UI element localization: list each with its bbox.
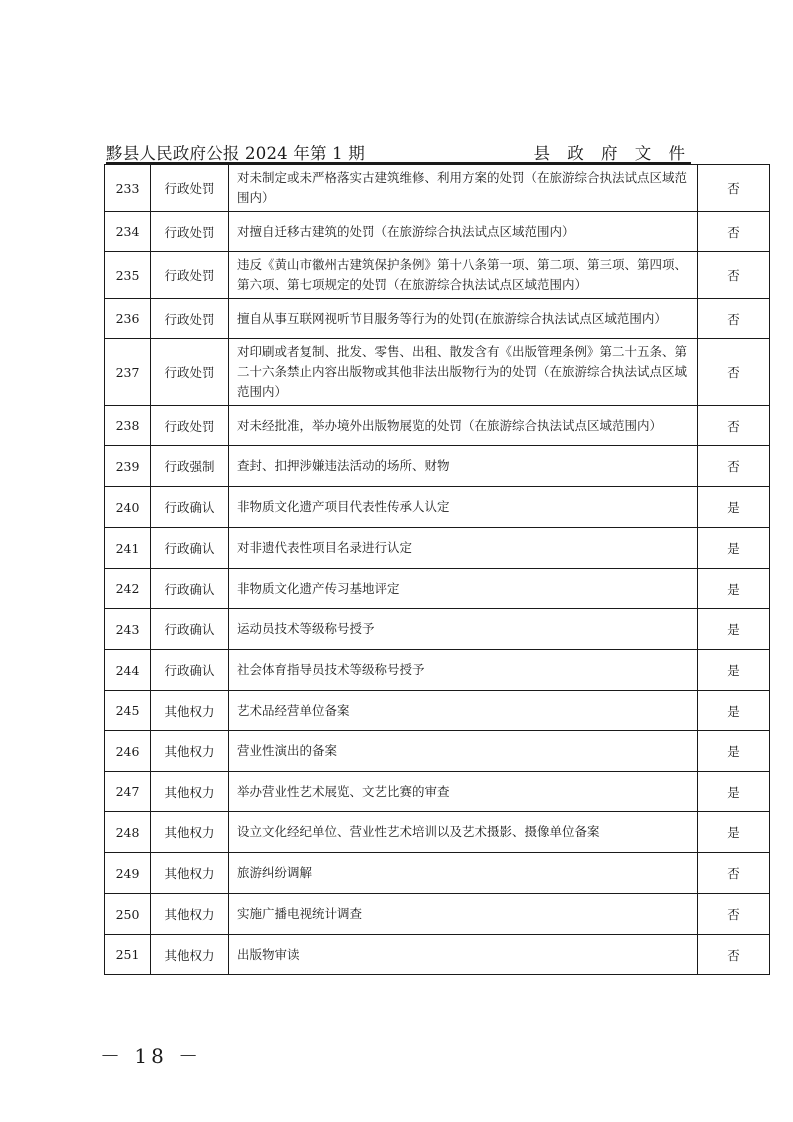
power-type: 行政处罚	[151, 406, 229, 446]
row-number: 246	[105, 731, 151, 772]
power-type: 其他权力	[151, 853, 229, 894]
table-row	[105, 569, 770, 609]
power-type: 行政处罚	[151, 212, 229, 252]
row-number: 248	[105, 812, 151, 853]
delegation-flag: 否	[698, 935, 770, 975]
delegation-flag: 是	[698, 528, 770, 569]
table-row	[105, 252, 770, 299]
power-type: 其他权力	[151, 935, 229, 975]
delegation-flag: 否	[698, 252, 770, 299]
table-row	[105, 650, 770, 691]
power-item: 擅自从事互联网视听节目服务等行为的处罚(在旅游综合执法试点区域范围内）	[229, 299, 698, 339]
page-number: － 18 －	[100, 1044, 203, 1068]
power-type: 行政处罚	[151, 339, 229, 406]
row-number: 234	[105, 212, 151, 252]
power-type: 其他权力	[151, 812, 229, 853]
table-row	[105, 212, 770, 252]
row-number: 244	[105, 650, 151, 691]
delegation-flag: 是	[698, 650, 770, 691]
power-type: 其他权力	[151, 894, 229, 935]
delegation-flag: 是	[698, 812, 770, 853]
row-number: 249	[105, 853, 151, 894]
row-number: 243	[105, 609, 151, 650]
delegation-flag: 否	[698, 894, 770, 935]
row-number: 239	[105, 446, 151, 487]
power-item: 举办营业性艺术展览、文艺比赛的审查	[229, 772, 698, 812]
power-item: 违反《黄山市徽州古建筑保护条例》第十八条第一项、第二项、第三项、第四项、第六项、第七项规定的处罚（在旅游综合执法试点区域范围内）	[229, 252, 698, 299]
table-row	[105, 894, 770, 935]
row-number: 235	[105, 252, 151, 299]
table-row	[105, 812, 770, 853]
power-item: 运动员技术等级称号授予	[229, 609, 698, 650]
table-row	[105, 935, 770, 975]
power-type: 行政处罚	[151, 165, 229, 212]
table-row	[105, 165, 770, 212]
power-type: 行政确认	[151, 609, 229, 650]
table-row	[105, 299, 770, 339]
row-number: 237	[105, 339, 151, 406]
section-title: 县 政 府 文 件	[533, 144, 691, 163]
power-list-table	[104, 164, 770, 975]
table-row	[105, 446, 770, 487]
table-row	[105, 691, 770, 731]
delegation-flag: 是	[698, 731, 770, 772]
delegation-flag: 是	[698, 609, 770, 650]
power-type: 行政确认	[151, 528, 229, 569]
table-row	[105, 339, 770, 406]
power-item: 实施广播电视统计调查	[229, 894, 698, 935]
page-header	[106, 140, 691, 164]
power-type: 行政确认	[151, 487, 229, 528]
row-number: 233	[105, 165, 151, 212]
row-number: 251	[105, 935, 151, 975]
row-number: 238	[105, 406, 151, 446]
power-type: 其他权力	[151, 772, 229, 812]
row-number: 247	[105, 772, 151, 812]
row-number: 242	[105, 569, 151, 609]
row-number: 245	[105, 691, 151, 731]
power-item: 艺术品经营单位备案	[229, 691, 698, 731]
row-number: 250	[105, 894, 151, 935]
delegation-flag: 否	[698, 212, 770, 252]
power-type: 行政强制	[151, 446, 229, 487]
power-item: 对未经批准，举办境外出版物展览的处罚（在旅游综合执法试点区域范围内）	[229, 406, 698, 446]
table-row	[105, 853, 770, 894]
power-item: 对非遗代表性项目名录进行认定	[229, 528, 698, 569]
table-row	[105, 528, 770, 569]
power-type: 行政确认	[151, 650, 229, 691]
table-row	[105, 487, 770, 528]
delegation-flag: 是	[698, 691, 770, 731]
table-body	[105, 165, 770, 975]
power-item: 出版物审读	[229, 935, 698, 975]
power-type: 其他权力	[151, 731, 229, 772]
power-item: 营业性演出的备案	[229, 731, 698, 772]
power-type: 行政处罚	[151, 299, 229, 339]
row-number: 241	[105, 528, 151, 569]
delegation-flag: 是	[698, 569, 770, 609]
delegation-flag: 是	[698, 772, 770, 812]
table-row	[105, 406, 770, 446]
delegation-flag: 否	[698, 339, 770, 406]
power-item: 非物质文化遗产传习基地评定	[229, 569, 698, 609]
power-item: 非物质文化遗产项目代表性传承人认定	[229, 487, 698, 528]
delegation-flag: 否	[698, 299, 770, 339]
table-row	[105, 772, 770, 812]
table-row	[105, 609, 770, 650]
power-type: 行政确认	[151, 569, 229, 609]
power-type: 行政处罚	[151, 252, 229, 299]
delegation-flag: 否	[698, 446, 770, 487]
power-item: 对未制定或未严格落实古建筑维修、利用方案的处罚（在旅游综合执法试点区域范围内）	[229, 165, 698, 212]
delegation-flag: 否	[698, 165, 770, 212]
power-item: 旅游纠纷调解	[229, 853, 698, 894]
gazette-title: 黟县人民政府公报 2024 年第 1 期	[106, 144, 365, 163]
row-number: 236	[105, 299, 151, 339]
table-row	[105, 731, 770, 772]
delegation-flag: 否	[698, 406, 770, 446]
power-type: 其他权力	[151, 691, 229, 731]
delegation-flag: 否	[698, 853, 770, 894]
power-item: 设立文化经纪单位、营业性艺术培训以及艺术摄影、摄像单位备案	[229, 812, 698, 853]
row-number: 240	[105, 487, 151, 528]
power-item: 查封、扣押涉嫌违法活动的场所、财物	[229, 446, 698, 487]
power-item: 对印刷或者复制、批发、零售、出租、散发含有《出版管理条例》第二十五条、第二十六条禁止内容出版物或其他非法出版物行为的处罚（在旅游综合执法试点区域范围内）	[229, 339, 698, 406]
delegation-flag: 是	[698, 487, 770, 528]
power-item: 社会体育指导员技术等级称号授予	[229, 650, 698, 691]
power-item: 对擅自迁移古建筑的处罚（在旅游综合执法试点区域范围内）	[229, 212, 698, 252]
